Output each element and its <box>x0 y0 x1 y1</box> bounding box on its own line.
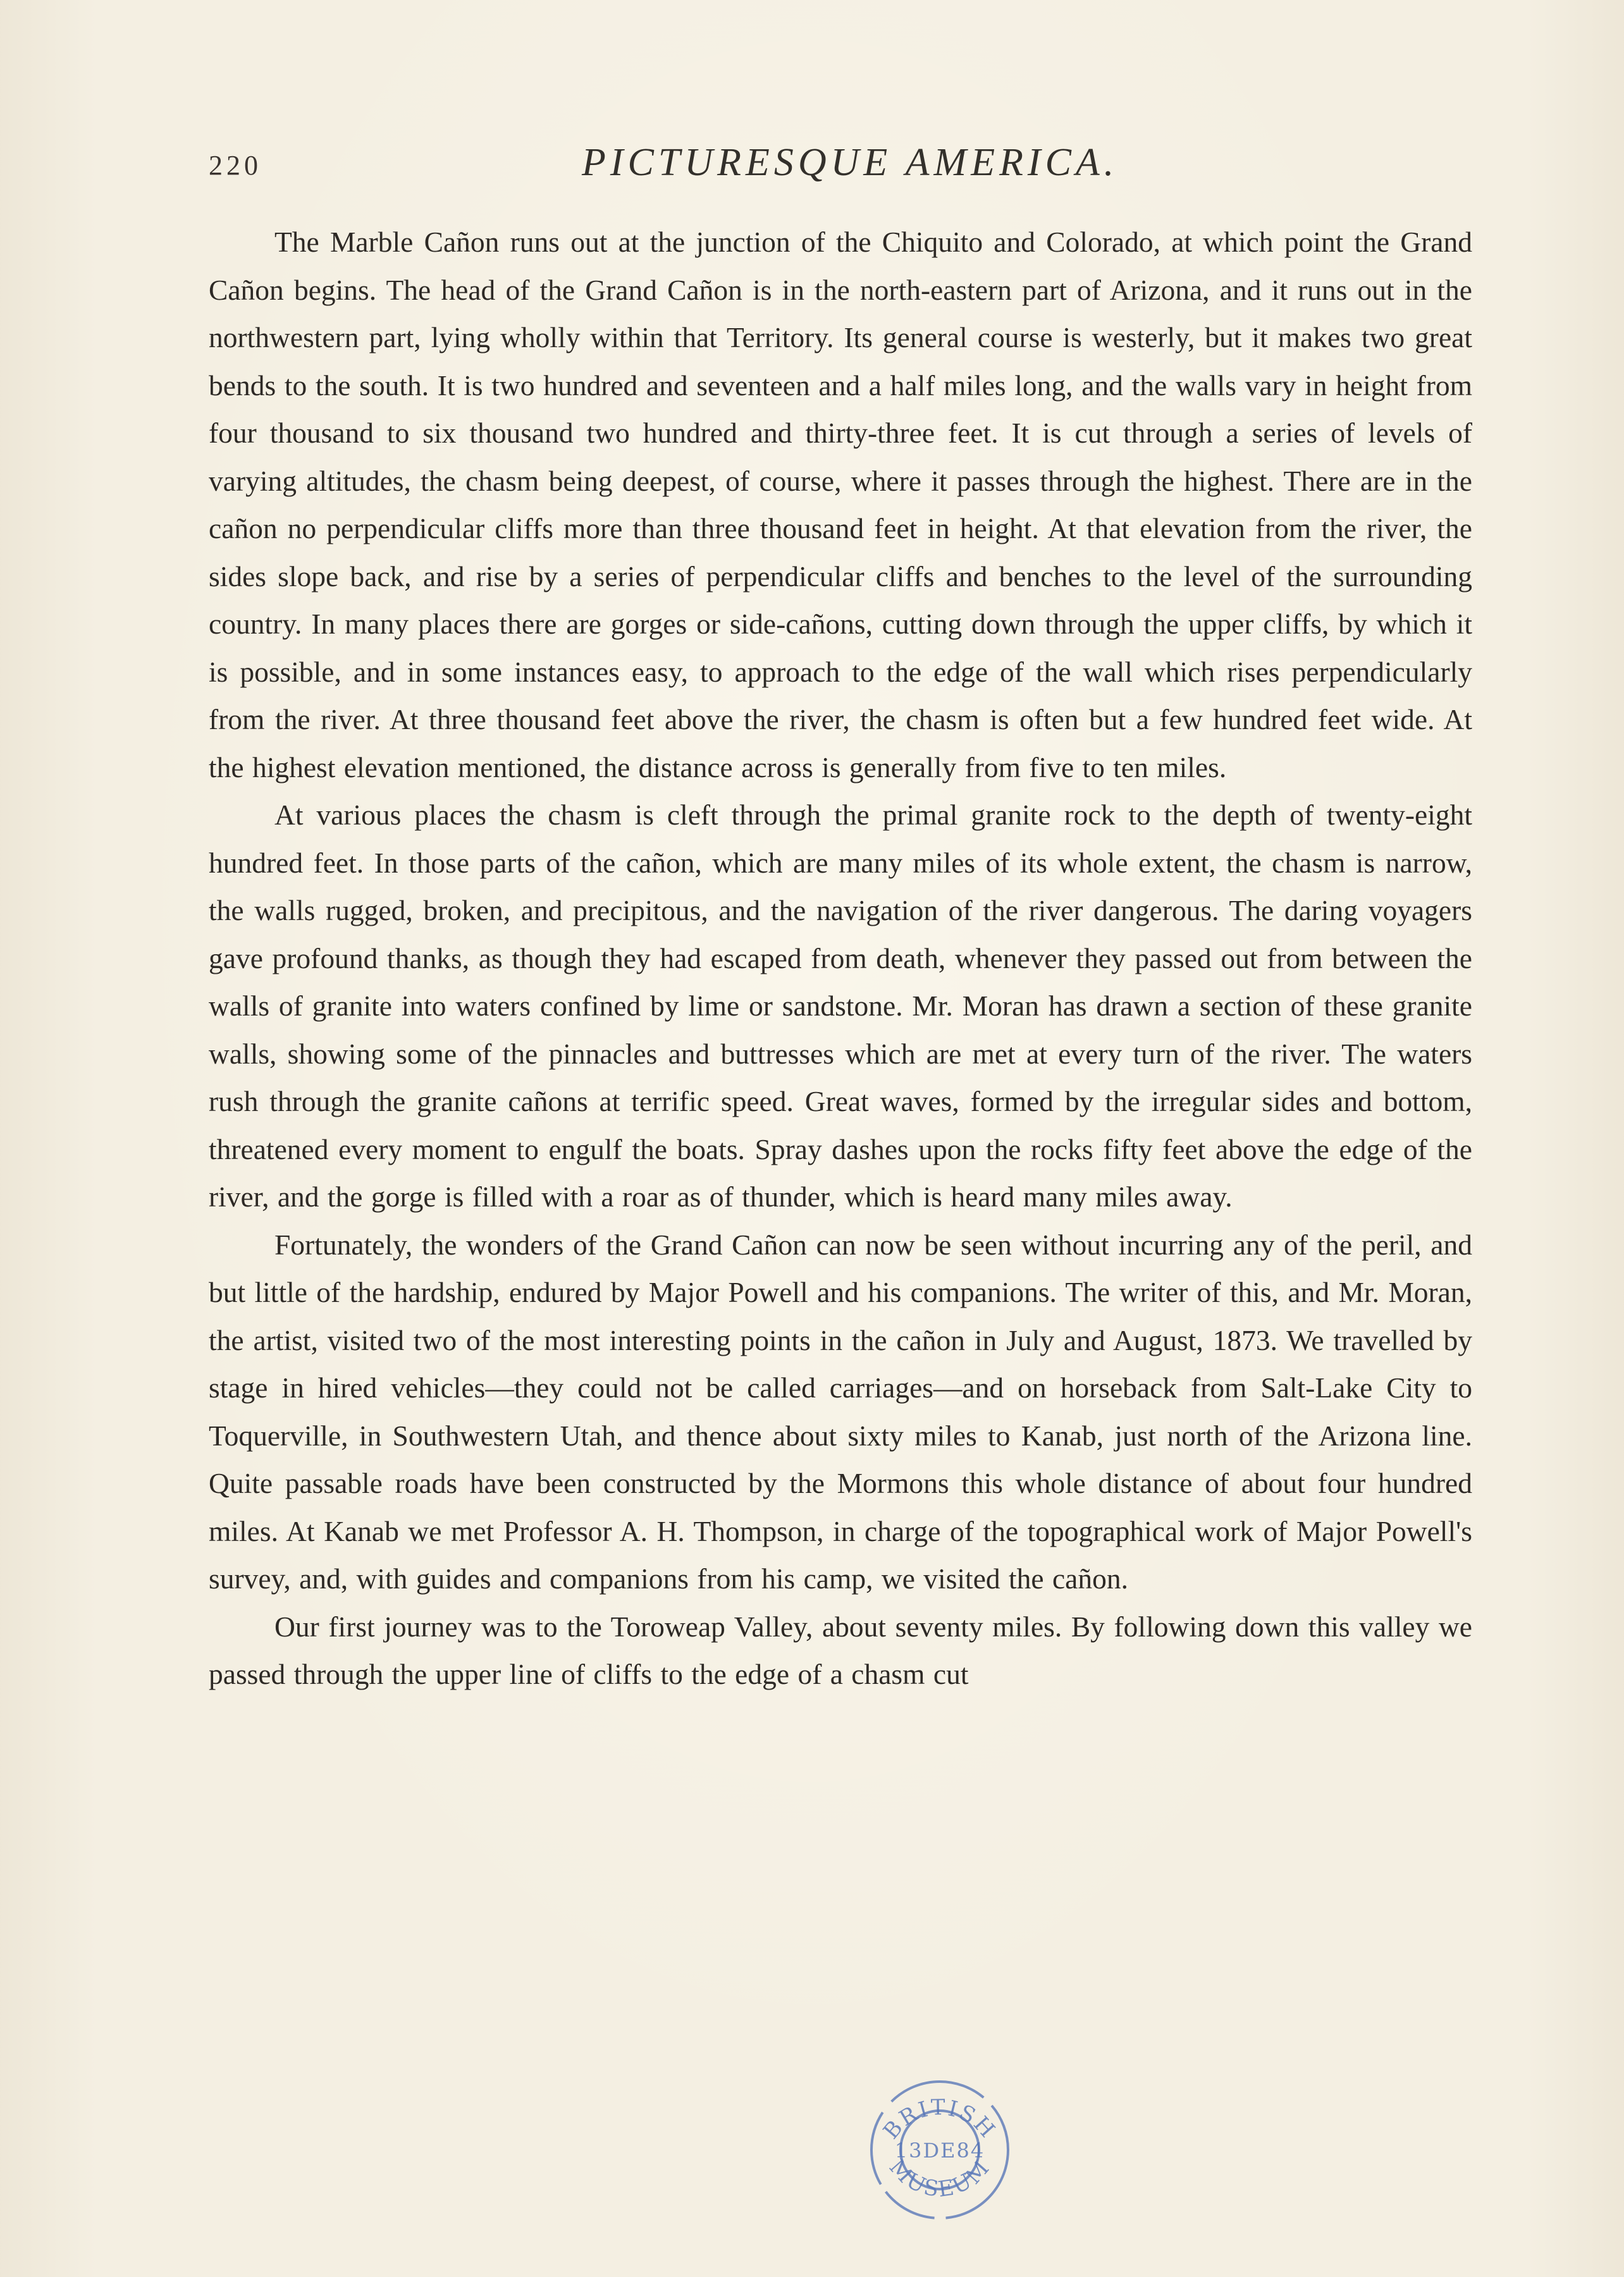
paragraph-3: Fortunately, the wonders of the Grand Cañon can now be seen without incurring any of the peril, and but little of the hardship, endured by Major Powell and his companions. The writer of this, and Mr. Moran, the artist, visited two of the most interesting points in the cañon in July and August, 1873. We travelled by stage in hired vehicles—they could not be called carriages—and on horseback from Salt-Lake City to Toquerville, in Southwestern Utah, and thence about sixty miles to Kanab, just north of the Arizona line. Quite passable roads have been constructed by the Mormons this whole distance of about four hundred miles. At Kanab we met Professor A. H. Thompson, in charge of the topographical work of Major Powell's survey, and, with guides and companions from his camp, we visited the cañon. <box>209 1228 1472 1595</box>
stamp-bottom-text: MUSEUM <box>883 2154 996 2202</box>
running-title: PICTURESQUE AMERICA. <box>582 141 1119 184</box>
paragraph-1: The Marble Cañon runs out at the junction of the Chiquito and Colorado, at which point the Grand Cañon begins. The head of the Grand Cañon is in the north-eastern part of Arizona, and it runs out in the northwestern part, lying wholly within that Territory. Its general course is westerly, but it makes two great bends to the south. It is two hundred and seventeen and a half miles long, and the walls vary in height from four thousand to six thousand two hundred and thirty-three feet. It is cut through a series of levels of varying altitudes, the chasm being deepest, of course, where it passes through the highest. There are in the cañon no perpendicular cliffs more than three thousand feet in height. At that elevation from the river, the sides slope back, and rise by a series of perpendicular cliffs and benches to the level of the surrounding country. In many places there are gorges or side-cañons, cutting down through the upper cliffs, by which it is possible, and in some instances easy, to approach to the edge of the wall which rises perpendicularly from the river. At three thousand feet above the river, the chasm is often but a few hundred feet wide. At the highest elevation mentioned, the distance across is generally from five to ten miles. <box>209 226 1472 783</box>
stamp-top-text: BRITISH <box>878 2095 1001 2144</box>
page-number: 220 <box>209 150 262 181</box>
body-text <box>209 218 1472 1698</box>
stamp-date: 13DE84 <box>894 2139 985 2163</box>
paragraph-4: Our first journey was to the Toroweap Valley, about seventy miles. By following down this valley we passed through the upper line of cliffs to the edge of a chasm cut <box>209 1610 1472 1690</box>
running-head <box>209 140 1398 191</box>
library-stamp-icon <box>864 2074 1016 2226</box>
paragraph-2: At various places the chasm is cleft through the primal granite rock to the depth of twenty-eight hundred feet. In those parts of the cañon, which are many miles of its whole extent, the chasm is narrow, the walls rugged, broken, and precipitous, and the navigation of the river dangerous. The daring voyagers gave profound thanks, as though they had escaped from death, whenever they passed out from between the walls of granite into waters confined by lime or sandstone. Mr. Moran has drawn a section of these granite walls, showing some of the pinnacles and buttresses which are met at every turn of the river. The waters rush through the granite cañons at terrific speed. Great waves, formed by the irregular sides and bottom, threatened every moment to engulf the boats. Spray dashes upon the rocks fifty feet above the edge of the river, and the gorge is filled with a roar as of thunder, which is heard many miles away. <box>209 799 1472 1213</box>
